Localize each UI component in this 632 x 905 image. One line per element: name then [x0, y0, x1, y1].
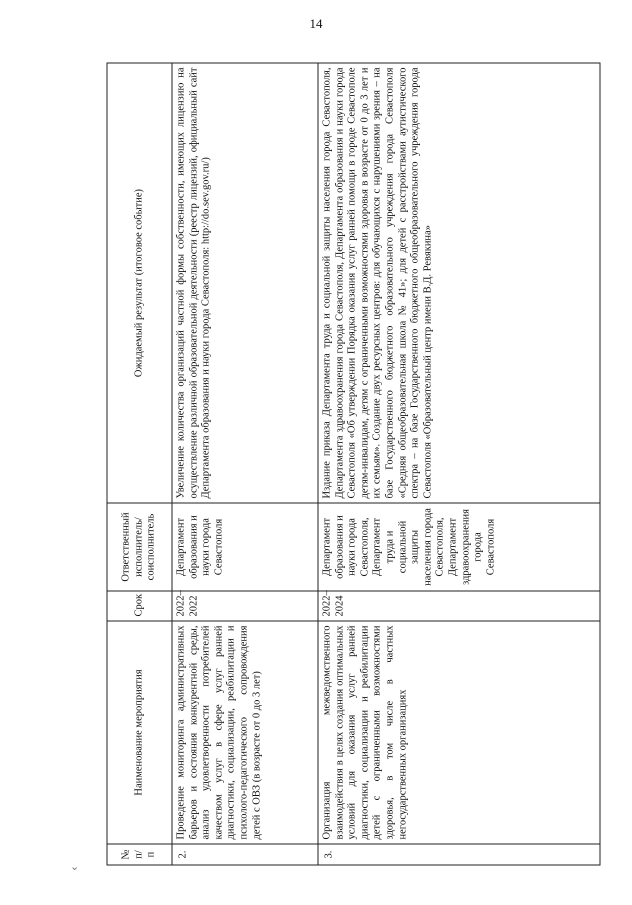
header-executor: Ответственный исполнитель/ соисполнитель	[107, 503, 172, 591]
header-num: № п/п	[107, 844, 172, 865]
table-row	[172, 63, 318, 865]
header-name: Наименование мероприятия	[107, 621, 172, 844]
row-result: Увеличение количества организаций частной формы собственности, имеющих лицензию на осуществление различной образовательной деятельности (реестр лицензий, официальный сайт Департамента образования и науки города Севастополя: http://do.sev.gov.ru/)	[172, 63, 318, 503]
table-row	[318, 63, 600, 865]
row-result: Издание приказа Департамента труда и социальной защиты населения города Севастополя, Департамента здравоохранения города Севастополя, Департамента образования и науки города Севастополя «Об утверждении Порядка оказания услуг ранней помощи в городе Севастополе детям-инвалидам, детям с ограниченными возможностями здоровья в возрасте от 0 до 3 лет и их семьям». Создание двух ресурсных центров: для обучающихся с нарушениями зрения – на базе Государственного бюджетного образовательного учреждения города Севастополя «Средняя общеобразовательная школа № 41»; для детей с расстройствами аутистического спектра – на базе Государственного бюджетного общеобразовательного учреждения города Севастополя «Образовательный центр имени В.Д. Ревякина»	[318, 63, 600, 503]
row-term: 2022– 2022	[172, 591, 318, 621]
rotated-table-wrapper	[107, 63, 601, 866]
table-header-row	[107, 63, 172, 865]
page-number: 14	[309, 16, 323, 31]
row-executor: Департамент образования и науки города Севастополя	[172, 503, 318, 591]
scan-mark-icon: ⌄	[70, 861, 80, 873]
row-num: 2.	[172, 844, 318, 865]
row-name: Проведение мониторинга административных барьеров и состояния конкурентной среды, анализ удовлетворенности потребителей качеством услуг в сфере услуг ранней диагностики, социализации, реабилитации и психолого-педагогического сопровождения детей с ОВЗ (в возрасте от 0 до 3 лет)	[172, 621, 318, 844]
row-num: 3.	[318, 844, 600, 865]
header-term: Срок	[107, 591, 172, 621]
header-result: Ожидаемый результат (итоговое событие)	[107, 63, 172, 503]
measures-table	[107, 63, 601, 866]
row-executor: Департамент образования и науки города Севастополя, Департамент труда и социальной защиты населения города Севастополя, Департамент здравоохранения города Севастополя	[318, 503, 600, 591]
row-name: Организация межведомственного взаимодействия в целях создания оптимальных условий для оказания услуг ранней диагностики, социализации и реабилитации детей с ограниченными возможностями здоровья, в том числе в частных негосударственных организациях	[318, 621, 600, 844]
row-term: 2022– 2024	[318, 591, 600, 621]
